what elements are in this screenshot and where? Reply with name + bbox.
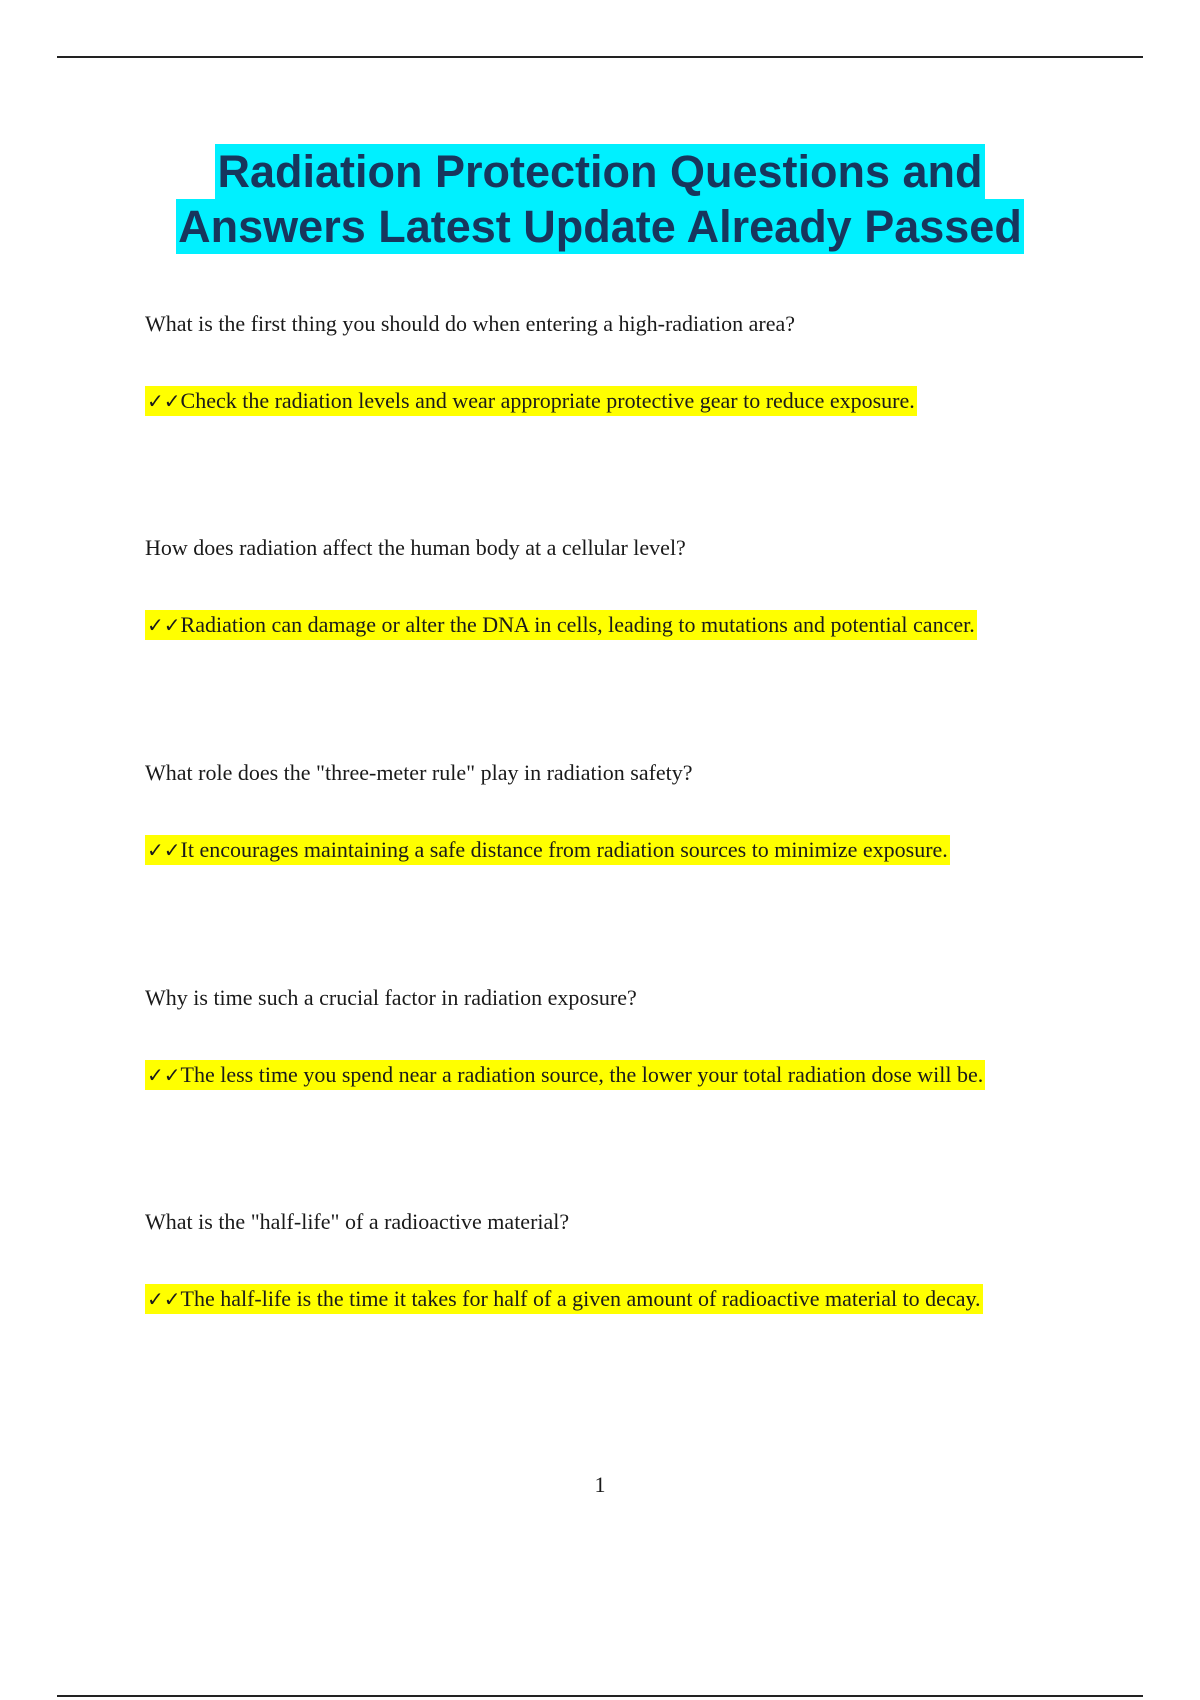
answer [145, 1060, 1125, 1090]
qa-item-1 [145, 310, 1125, 416]
qa-item-5 [145, 1208, 1125, 1314]
question-text: What is the first thing you should do when entering a high-radiation area? [145, 311, 796, 336]
answer-highlight [145, 1284, 983, 1314]
check-mark-icon: ✓✓ [147, 1063, 181, 1087]
question-text: Why is time such a crucial factor in radiation exposure? [145, 985, 637, 1010]
answer-text: The half-life is the time it takes for half of a given amount of radioactive material to decay. [180, 1286, 981, 1311]
answer-highlight [145, 835, 950, 865]
answer-text: Radiation can damage or alter the DNA in cells, leading to mutations and potential cancer. [180, 612, 975, 637]
document-title [0, 144, 1200, 254]
check-mark-icon: ✓✓ [147, 838, 181, 862]
title-line-1: Radiation Protection Questions and [217, 146, 983, 197]
question-text: What role does the "three-meter rule" play in radiation safety? [145, 760, 693, 785]
answer [145, 1284, 1125, 1314]
answer [145, 386, 1125, 416]
answer-highlight [145, 1060, 985, 1090]
qa-item-4 [145, 984, 1125, 1090]
question-text: How does radiation affect the human body at a cellular level? [145, 535, 686, 560]
answer-text: The less time you spend near a radiation source, the lower your total radiation dose will be. [180, 1062, 984, 1087]
question-text: What is the "half-life" of a radioactive material? [145, 1209, 570, 1234]
footer-rule [57, 1695, 1143, 1697]
answer-highlight [145, 610, 977, 640]
qa-item-3 [145, 759, 1125, 865]
header-rule [57, 56, 1143, 58]
answer-text: It encourages maintaining a safe distance from radiation sources to minimize exposure. [180, 837, 948, 862]
answer-text: Check the radiation levels and wear appropriate protective gear to reduce exposure. [180, 388, 915, 413]
check-mark-icon: ✓✓ [147, 613, 181, 637]
qa-item-2 [145, 534, 1125, 640]
check-mark-icon: ✓✓ [147, 1287, 181, 1311]
answer-highlight [145, 386, 917, 416]
check-mark-icon: ✓✓ [147, 389, 181, 413]
answer [145, 835, 1125, 865]
title-line-2: Answers Latest Update Already Passed [178, 201, 1022, 252]
page-number: 1 [594, 1472, 606, 1497]
answer [145, 610, 1125, 640]
